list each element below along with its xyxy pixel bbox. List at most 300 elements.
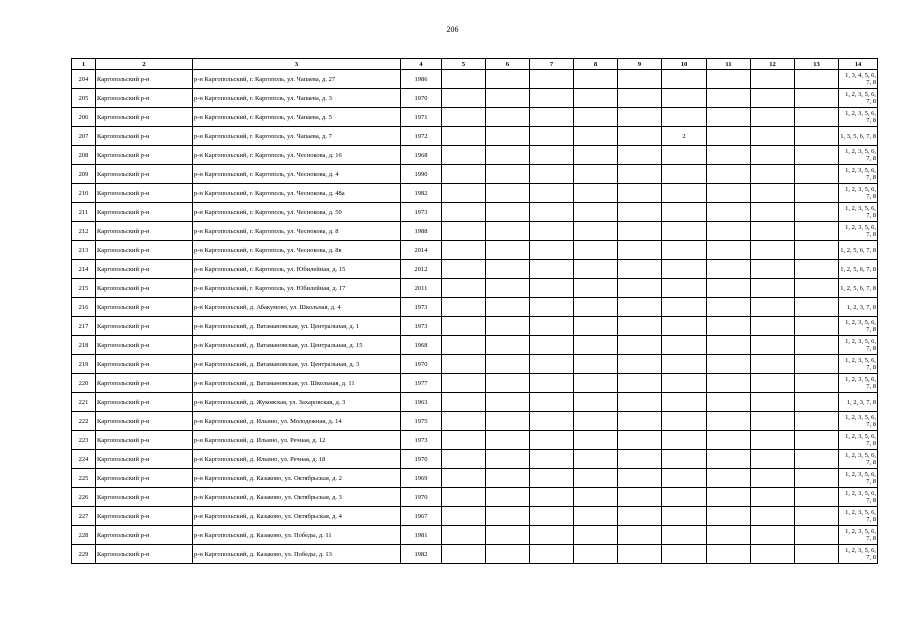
col-13-cell bbox=[795, 260, 839, 279]
address-cell: р-н Каргопольский, д. Абакумово, ул. Школьная, д. 4 bbox=[193, 298, 401, 317]
col-5-cell bbox=[442, 374, 486, 393]
table-row bbox=[72, 412, 878, 431]
district-cell: Каргопольский р-н bbox=[96, 108, 193, 127]
row-number-cell: 210 bbox=[72, 184, 96, 203]
criteria-list-cell: 1, 2, 3, 5, 6, 7, 8 bbox=[839, 336, 878, 355]
col-10-cell bbox=[662, 488, 707, 507]
year-cell: 1970 bbox=[401, 355, 442, 374]
col-7-cell bbox=[530, 127, 574, 146]
col-9-cell bbox=[618, 336, 662, 355]
col-13-cell bbox=[795, 374, 839, 393]
col-7-cell bbox=[530, 165, 574, 184]
col-5-cell bbox=[442, 108, 486, 127]
col-5-cell bbox=[442, 298, 486, 317]
row-number-cell: 226 bbox=[72, 488, 96, 507]
table-row bbox=[72, 260, 878, 279]
column-header: 3 bbox=[193, 59, 401, 70]
col-6-cell bbox=[486, 507, 530, 526]
district-cell: Каргопольский р-н bbox=[96, 469, 193, 488]
criteria-list-cell: 1, 2, 3, 7, 8 bbox=[839, 298, 878, 317]
col-10-cell bbox=[662, 507, 707, 526]
col-5-cell bbox=[442, 165, 486, 184]
col-10-cell bbox=[662, 241, 707, 260]
col-6-cell bbox=[486, 222, 530, 241]
criteria-list-cell: 1, 2, 3, 5, 6, 7, 8 bbox=[839, 412, 878, 431]
table-row bbox=[72, 108, 878, 127]
col-6-cell bbox=[486, 412, 530, 431]
table-row bbox=[72, 355, 878, 374]
col-8-cell bbox=[574, 469, 618, 488]
col-12-cell bbox=[751, 165, 795, 184]
row-number-cell: 219 bbox=[72, 355, 96, 374]
col-12-cell bbox=[751, 393, 795, 412]
criteria-list-cell: 1, 2, 3, 5, 6, 7, 8 bbox=[839, 146, 878, 165]
table-row bbox=[72, 184, 878, 203]
table-row bbox=[72, 450, 878, 469]
table-row bbox=[72, 526, 878, 545]
col-7-cell bbox=[530, 469, 574, 488]
address-cell: р-н Каргопольский, д. Жуковская, ул. Захаровская, д. 3 bbox=[193, 393, 401, 412]
col-10-cell bbox=[662, 317, 707, 336]
col-7-cell bbox=[530, 279, 574, 298]
address-cell: р-н Каргопольский, д. Ильино, ул. Речная, д. 18 bbox=[193, 450, 401, 469]
col-13-cell bbox=[795, 450, 839, 469]
col-10-cell bbox=[662, 203, 707, 222]
col-13-cell bbox=[795, 146, 839, 165]
criteria-list-cell: 1, 2, 3, 5, 6, 7, 8 bbox=[839, 488, 878, 507]
col-11-cell bbox=[707, 279, 751, 298]
row-number-cell: 223 bbox=[72, 431, 96, 450]
col-13-cell bbox=[795, 431, 839, 450]
col-9-cell bbox=[618, 222, 662, 241]
col-7-cell bbox=[530, 260, 574, 279]
address-cell: р-н Каргопольский, г. Каргополь, ул. Чеснокова, д. 48а bbox=[193, 184, 401, 203]
page-number: 206 bbox=[446, 25, 459, 34]
row-number-cell: 228 bbox=[72, 526, 96, 545]
district-cell: Каргопольский р-н bbox=[96, 526, 193, 545]
address-cell: р-н Каргопольский, д. Ватамановская, ул. Школьная, д. 11 bbox=[193, 374, 401, 393]
year-cell: 1973 bbox=[401, 298, 442, 317]
row-number-cell: 225 bbox=[72, 469, 96, 488]
district-cell: Каргопольский р-н bbox=[96, 336, 193, 355]
address-cell: р-н Каргопольский, д. Ватамановская, ул. Центральная, д. 3 bbox=[193, 355, 401, 374]
col-6-cell bbox=[486, 526, 530, 545]
criteria-list-cell: 1, 2, 3, 5, 6, 7, 8 bbox=[839, 507, 878, 526]
col-12-cell bbox=[751, 260, 795, 279]
col-9-cell bbox=[618, 431, 662, 450]
year-cell: 1981 bbox=[401, 526, 442, 545]
year-cell: 1975 bbox=[401, 412, 442, 431]
row-number-cell: 205 bbox=[72, 89, 96, 108]
col-9-cell bbox=[618, 70, 662, 89]
col-10-cell bbox=[662, 108, 707, 127]
col-13-cell bbox=[795, 488, 839, 507]
col-12-cell bbox=[751, 222, 795, 241]
col-8-cell bbox=[574, 70, 618, 89]
address-cell: р-н Каргопольский, г. Каргополь, ул. Чапаева, д. 5 bbox=[193, 108, 401, 127]
row-number-cell: 213 bbox=[72, 241, 96, 260]
col-5-cell bbox=[442, 70, 486, 89]
table-row bbox=[72, 203, 878, 222]
district-cell: Каргопольский р-н bbox=[96, 165, 193, 184]
table-row bbox=[72, 488, 878, 507]
col-9-cell bbox=[618, 526, 662, 545]
district-cell: Каргопольский р-н bbox=[96, 279, 193, 298]
col-12-cell bbox=[751, 526, 795, 545]
col-5-cell bbox=[442, 545, 486, 564]
col-10-cell bbox=[662, 469, 707, 488]
col-11-cell bbox=[707, 412, 751, 431]
col-6-cell bbox=[486, 89, 530, 108]
district-cell: Каргопольский р-н bbox=[96, 298, 193, 317]
row-number-cell: 227 bbox=[72, 507, 96, 526]
district-cell: Каргопольский р-н bbox=[96, 203, 193, 222]
col-12-cell bbox=[751, 298, 795, 317]
year-cell: 2011 bbox=[401, 279, 442, 298]
col-11-cell bbox=[707, 450, 751, 469]
col-10-cell bbox=[662, 355, 707, 374]
col-5-cell bbox=[442, 431, 486, 450]
col-6-cell bbox=[486, 70, 530, 89]
col-10-cell: 2 bbox=[662, 127, 707, 146]
col-12-cell bbox=[751, 412, 795, 431]
criteria-list-cell: 1, 2, 3, 5, 6, 7, 8 bbox=[839, 108, 878, 127]
col-9-cell bbox=[618, 165, 662, 184]
criteria-list-cell: 1, 2, 3, 5, 6, 7, 8 bbox=[839, 222, 878, 241]
col-12-cell bbox=[751, 184, 795, 203]
col-11-cell bbox=[707, 70, 751, 89]
col-13-cell bbox=[795, 279, 839, 298]
district-cell: Каргопольский р-н bbox=[96, 374, 193, 393]
col-7-cell bbox=[530, 355, 574, 374]
col-11-cell bbox=[707, 108, 751, 127]
col-5-cell bbox=[442, 279, 486, 298]
row-number-cell: 224 bbox=[72, 450, 96, 469]
col-13-cell bbox=[795, 526, 839, 545]
col-9-cell bbox=[618, 203, 662, 222]
col-9-cell bbox=[618, 317, 662, 336]
col-11-cell bbox=[707, 545, 751, 564]
col-11-cell bbox=[707, 260, 751, 279]
col-5-cell bbox=[442, 127, 486, 146]
address-cell: р-н Каргопольский, г. Каргополь, ул. Чапаева, д. 7 bbox=[193, 127, 401, 146]
col-10-cell bbox=[662, 393, 707, 412]
criteria-list-cell: 1, 2, 3, 5, 6, 7, 8 bbox=[839, 89, 878, 108]
col-10-cell bbox=[662, 260, 707, 279]
column-header: 12 bbox=[751, 59, 795, 70]
col-7-cell bbox=[530, 89, 574, 108]
col-9-cell bbox=[618, 241, 662, 260]
col-12-cell bbox=[751, 146, 795, 165]
col-9-cell bbox=[618, 260, 662, 279]
address-cell: р-н Каргопольский, д. Казаково, ул. Октябрьская, д. 2 bbox=[193, 469, 401, 488]
col-11-cell bbox=[707, 222, 751, 241]
col-11-cell bbox=[707, 241, 751, 260]
col-11-cell bbox=[707, 127, 751, 146]
row-number-cell: 209 bbox=[72, 165, 96, 184]
year-cell: 1972 bbox=[401, 127, 442, 146]
col-9-cell bbox=[618, 507, 662, 526]
year-cell: 1967 bbox=[401, 507, 442, 526]
table-row bbox=[72, 393, 878, 412]
col-5-cell bbox=[442, 450, 486, 469]
col-7-cell bbox=[530, 317, 574, 336]
col-5-cell bbox=[442, 222, 486, 241]
criteria-list-cell: 1, 2, 3, 5, 6, 7, 8 bbox=[839, 545, 878, 564]
col-12-cell bbox=[751, 507, 795, 526]
col-13-cell bbox=[795, 241, 839, 260]
column-header: 11 bbox=[707, 59, 751, 70]
address-cell: р-н Каргопольский, г. Каргополь, ул. Чеснокова, д. 8в bbox=[193, 241, 401, 260]
col-11-cell bbox=[707, 146, 751, 165]
year-cell: 1970 bbox=[401, 89, 442, 108]
col-12-cell bbox=[751, 545, 795, 564]
district-cell: Каргопольский р-н bbox=[96, 355, 193, 374]
column-header: 10 bbox=[662, 59, 707, 70]
col-5-cell bbox=[442, 317, 486, 336]
col-13-cell bbox=[795, 507, 839, 526]
col-12-cell bbox=[751, 108, 795, 127]
table-row bbox=[72, 431, 878, 450]
col-5-cell bbox=[442, 526, 486, 545]
criteria-list-cell: 1, 2, 5, 6, 7, 8 bbox=[839, 241, 878, 260]
address-cell: р-н Каргопольский, г. Каргополь, ул. Чеснокова, д. 16 bbox=[193, 146, 401, 165]
district-cell: Каргопольский р-н bbox=[96, 393, 193, 412]
col-11-cell bbox=[707, 526, 751, 545]
col-5-cell bbox=[442, 146, 486, 165]
col-7-cell bbox=[530, 222, 574, 241]
col-10-cell bbox=[662, 298, 707, 317]
col-10-cell bbox=[662, 412, 707, 431]
year-cell: 1982 bbox=[401, 184, 442, 203]
col-5-cell bbox=[442, 184, 486, 203]
district-cell: Каргопольский р-н bbox=[96, 317, 193, 336]
col-10-cell bbox=[662, 184, 707, 203]
col-6-cell bbox=[486, 184, 530, 203]
col-9-cell bbox=[618, 545, 662, 564]
row-number-cell: 211 bbox=[72, 203, 96, 222]
col-6-cell bbox=[486, 203, 530, 222]
col-10-cell bbox=[662, 545, 707, 564]
col-10-cell bbox=[662, 526, 707, 545]
col-9-cell bbox=[618, 298, 662, 317]
address-cell: р-н Каргопольский, д. Казаково, ул. Победы, д. 11 bbox=[193, 526, 401, 545]
col-9-cell bbox=[618, 184, 662, 203]
col-9-cell bbox=[618, 279, 662, 298]
col-6-cell bbox=[486, 431, 530, 450]
col-13-cell bbox=[795, 184, 839, 203]
column-header: 6 bbox=[486, 59, 530, 70]
col-9-cell bbox=[618, 89, 662, 108]
row-number-cell: 214 bbox=[72, 260, 96, 279]
row-number-cell: 208 bbox=[72, 146, 96, 165]
col-8-cell bbox=[574, 260, 618, 279]
column-header: 14 bbox=[839, 59, 878, 70]
col-11-cell bbox=[707, 89, 751, 108]
col-12-cell bbox=[751, 89, 795, 108]
col-8-cell bbox=[574, 450, 618, 469]
col-10-cell bbox=[662, 279, 707, 298]
column-header: 1 bbox=[72, 59, 96, 70]
col-6-cell bbox=[486, 108, 530, 127]
criteria-list-cell: 1, 2, 3, 5, 6, 7, 8 bbox=[839, 469, 878, 488]
address-cell: р-н Каргопольский, г. Каргополь, ул. Юбилейная, д. 15 bbox=[193, 260, 401, 279]
col-11-cell bbox=[707, 469, 751, 488]
col-7-cell bbox=[530, 184, 574, 203]
col-5-cell bbox=[442, 336, 486, 355]
table-row bbox=[72, 374, 878, 393]
col-13-cell bbox=[795, 108, 839, 127]
col-6-cell bbox=[486, 298, 530, 317]
district-cell: Каргопольский р-н bbox=[96, 146, 193, 165]
col-6-cell bbox=[486, 165, 530, 184]
col-12-cell bbox=[751, 431, 795, 450]
year-cell: 1971 bbox=[401, 108, 442, 127]
year-cell: 1969 bbox=[401, 469, 442, 488]
col-13-cell bbox=[795, 222, 839, 241]
col-9-cell bbox=[618, 127, 662, 146]
col-11-cell bbox=[707, 184, 751, 203]
col-8-cell bbox=[574, 545, 618, 564]
col-8-cell bbox=[574, 203, 618, 222]
col-13-cell bbox=[795, 70, 839, 89]
col-6-cell bbox=[486, 374, 530, 393]
address-cell: р-н Каргопольский, г. Каргополь, ул. Юбилейная, д. 17 bbox=[193, 279, 401, 298]
col-8-cell bbox=[574, 165, 618, 184]
col-5-cell bbox=[442, 355, 486, 374]
col-7-cell bbox=[530, 108, 574, 127]
col-12-cell bbox=[751, 70, 795, 89]
col-6-cell bbox=[486, 127, 530, 146]
col-8-cell bbox=[574, 146, 618, 165]
col-12-cell bbox=[751, 355, 795, 374]
col-6-cell bbox=[486, 317, 530, 336]
address-cell: р-н Каргопольский, д. Казаково, ул. Октябрьская, д. 3 bbox=[193, 488, 401, 507]
col-6-cell bbox=[486, 260, 530, 279]
col-8-cell bbox=[574, 336, 618, 355]
table-row bbox=[72, 545, 878, 564]
col-5-cell bbox=[442, 488, 486, 507]
col-10-cell bbox=[662, 89, 707, 108]
table-row bbox=[72, 70, 878, 89]
address-cell: р-н Каргопольский, д. Казаково, ул. Октябрьская, д. 4 bbox=[193, 507, 401, 526]
table-row bbox=[72, 89, 878, 108]
column-header: 4 bbox=[401, 59, 442, 70]
col-7-cell bbox=[530, 203, 574, 222]
col-5-cell bbox=[442, 469, 486, 488]
col-8-cell bbox=[574, 184, 618, 203]
col-12-cell bbox=[751, 488, 795, 507]
col-10-cell bbox=[662, 70, 707, 89]
col-7-cell bbox=[530, 70, 574, 89]
district-cell: Каргопольский р-н bbox=[96, 488, 193, 507]
row-number-cell: 207 bbox=[72, 127, 96, 146]
address-cell: р-н Каргопольский, д. Ватамановская, ул. Центральная, д. 15 bbox=[193, 336, 401, 355]
address-cell: р-н Каргопольский, д. Ватамановская, ул. Центральная, д. 1 bbox=[193, 317, 401, 336]
col-13-cell bbox=[795, 355, 839, 374]
col-7-cell bbox=[530, 412, 574, 431]
col-9-cell bbox=[618, 374, 662, 393]
col-9-cell bbox=[618, 412, 662, 431]
col-10-cell bbox=[662, 165, 707, 184]
criteria-list-cell: 1, 2, 3, 5, 6, 7, 8 bbox=[839, 317, 878, 336]
row-number-cell: 218 bbox=[72, 336, 96, 355]
col-8-cell bbox=[574, 108, 618, 127]
column-header: 7 bbox=[530, 59, 574, 70]
col-7-cell bbox=[530, 298, 574, 317]
row-number-cell: 220 bbox=[72, 374, 96, 393]
year-cell: 2014 bbox=[401, 241, 442, 260]
col-7-cell bbox=[530, 431, 574, 450]
col-13-cell bbox=[795, 165, 839, 184]
col-11-cell bbox=[707, 488, 751, 507]
district-cell: Каргопольский р-н bbox=[96, 222, 193, 241]
col-8-cell bbox=[574, 431, 618, 450]
address-cell: р-н Каргопольский, г. Каргополь, ул. Чапаева, д. 3 bbox=[193, 89, 401, 108]
table-row bbox=[72, 279, 878, 298]
col-11-cell bbox=[707, 317, 751, 336]
criteria-list-cell: 1, 2, 3, 5, 6, 7, 8 bbox=[839, 431, 878, 450]
criteria-list-cell: 1, 2, 3, 5, 6, 7, 8 bbox=[839, 355, 878, 374]
col-12-cell bbox=[751, 127, 795, 146]
col-12-cell bbox=[751, 450, 795, 469]
district-cell: Каргопольский р-н bbox=[96, 184, 193, 203]
criteria-list-cell: 1, 2, 3, 5, 6, 7, 8 bbox=[839, 374, 878, 393]
col-7-cell bbox=[530, 488, 574, 507]
col-6-cell bbox=[486, 469, 530, 488]
col-13-cell bbox=[795, 317, 839, 336]
year-cell: 1977 bbox=[401, 374, 442, 393]
col-13-cell bbox=[795, 469, 839, 488]
col-11-cell bbox=[707, 507, 751, 526]
col-10-cell bbox=[662, 374, 707, 393]
district-cell: Каргопольский р-н bbox=[96, 450, 193, 469]
col-8-cell bbox=[574, 89, 618, 108]
col-13-cell bbox=[795, 336, 839, 355]
col-12-cell bbox=[751, 203, 795, 222]
col-13-cell bbox=[795, 545, 839, 564]
address-cell: р-н Каргопольский, г. Каргополь, ул. Чеснокова, д. 8 bbox=[193, 222, 401, 241]
year-cell: 1970 bbox=[401, 450, 442, 469]
table-row bbox=[72, 241, 878, 260]
col-12-cell bbox=[751, 336, 795, 355]
year-cell: 1990 bbox=[401, 165, 442, 184]
table-body bbox=[72, 70, 878, 564]
criteria-list-cell: 1, 2, 5, 6, 7, 8 bbox=[839, 260, 878, 279]
table-row bbox=[72, 146, 878, 165]
row-number-cell: 217 bbox=[72, 317, 96, 336]
address-cell: р-н Каргопольский, д. Ильино, ул. Речная, д. 12 bbox=[193, 431, 401, 450]
col-12-cell bbox=[751, 241, 795, 260]
table-row bbox=[72, 469, 878, 488]
col-10-cell bbox=[662, 431, 707, 450]
col-7-cell bbox=[530, 526, 574, 545]
col-7-cell bbox=[530, 146, 574, 165]
col-9-cell bbox=[618, 450, 662, 469]
column-header: 13 bbox=[795, 59, 839, 70]
col-8-cell bbox=[574, 393, 618, 412]
row-number-cell: 221 bbox=[72, 393, 96, 412]
col-9-cell bbox=[618, 469, 662, 488]
col-7-cell bbox=[530, 393, 574, 412]
col-8-cell bbox=[574, 526, 618, 545]
table-row bbox=[72, 127, 878, 146]
col-8-cell bbox=[574, 222, 618, 241]
col-5-cell bbox=[442, 393, 486, 412]
row-number-cell: 216 bbox=[72, 298, 96, 317]
table-row bbox=[72, 165, 878, 184]
col-7-cell bbox=[530, 507, 574, 526]
